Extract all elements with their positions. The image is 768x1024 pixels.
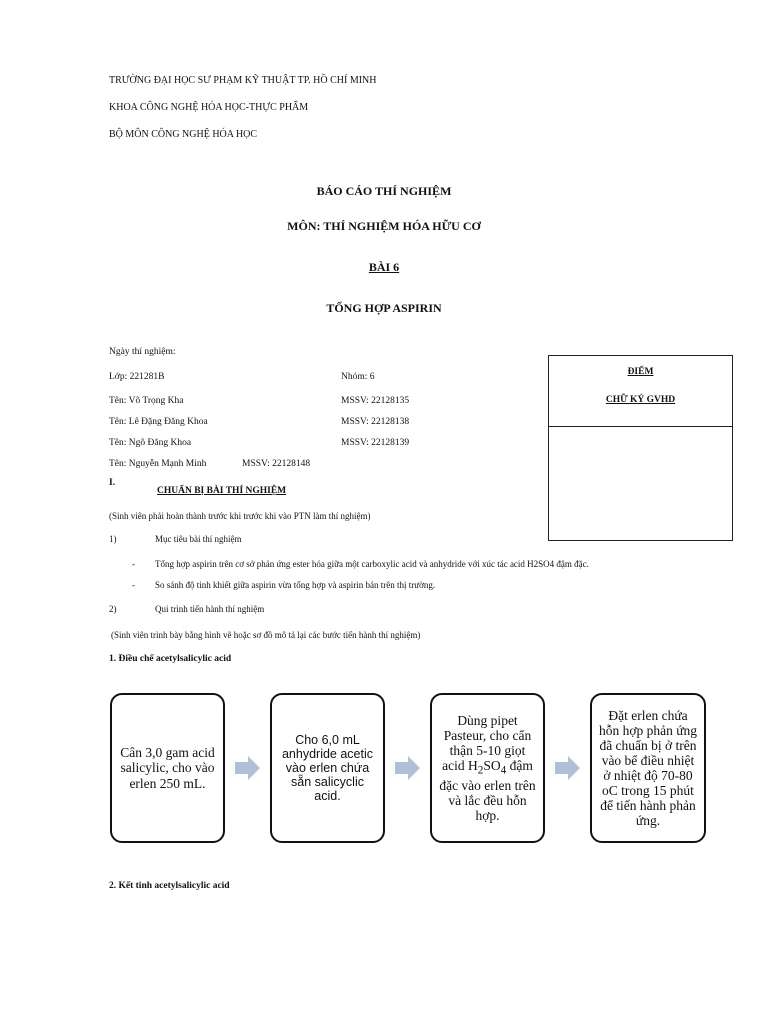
flow-box-3-text-b: SO	[483, 758, 501, 774]
section-note: (Sinh viên phải hoàn thành trước khi trước khi vào PTN làm thí nghiệm)	[109, 511, 371, 521]
student-mssv: MSSV: 22128138	[341, 417, 410, 427]
student-name: Tên: Võ Trọng Kha	[109, 396, 184, 406]
item-title: Qui trình tiến hành thí nghiệm	[155, 604, 265, 614]
class-line	[109, 372, 164, 382]
date-label: Ngày thí nghiệm:	[109, 347, 176, 357]
score-box-divider	[549, 426, 732, 427]
report-title: BÁO CÁO THÍ NGHIỆM	[316, 184, 452, 198]
lesson-title: BÀI 6	[368, 260, 400, 274]
flow-box-3-sub: 4	[500, 765, 507, 778]
department-name: BỘ MÔN CÔNG NGHỆ HÓA HỌC	[109, 129, 258, 140]
section-note: (Sinh viên trình bày bằng hình vẽ hoặc sơ đồ mô tả lại các bước tiến hành thí nghiệm)	[111, 630, 421, 640]
bullet-mark: -	[132, 559, 135, 569]
flow-box-3-sub: 2	[477, 765, 484, 778]
signature-label: CHỮ KÝ GVHD	[605, 395, 676, 405]
arrow-right-icon	[235, 755, 261, 781]
score-signature-box	[548, 355, 733, 541]
bullet-text: Tổng hợp aspirin trên cơ sở phản ứng ester hóa giữa một carboxylic acid và anhydride với xúc tác acid H2SO4 đậm đặc.	[155, 559, 589, 569]
flow-box-2	[270, 693, 385, 843]
faculty-name: KHOA CÔNG NGHỆ HÓA HỌC-THỰC PHẨM	[109, 102, 309, 113]
student-mssv: MSSV: 22128135	[341, 396, 410, 406]
item-number: 2)	[109, 604, 117, 614]
flow-box-4-text: Đặt erlen chứa hỗn hợp phản ứng đã chuẩn bị ở trên vào bể điều nhiệt ở nhiệt độ 70-80 oC trong 15 phút để tiến hành phản ứng.	[598, 707, 698, 829]
score-label: ĐIỂM	[627, 367, 654, 377]
section-number: I.	[109, 478, 116, 488]
flow-box-3-text-a: Dùng pipet Pasteur, cho cẩn thận 5-10 giọt acid H	[442, 713, 532, 774]
university-name: TRƯỜNG ĐẠI HỌC SƯ PHẠM KỸ THUẬT TP. HỒ CHÍ MINH	[109, 75, 377, 86]
student-name: Tên: Lê Đặng Đăng Khoa	[109, 417, 208, 427]
step1-heading: 1. Điều chế acetylsalicylic acid	[109, 654, 232, 664]
student-name: Tên: Nguyễn Mạnh Minh	[109, 459, 207, 469]
flow-box-1	[110, 693, 225, 843]
item-title: Mục tiêu bài thí nghiệm	[155, 534, 242, 544]
bullet-mark: -	[132, 580, 135, 590]
subject-title: MÔN: THÍ NGHIỆM HÓA HỮU CƠ	[287, 219, 481, 233]
bullet-text: So sánh độ tinh khiết giữa aspirin vừa tổng hợp và aspirin bán trên thị trường.	[155, 580, 436, 590]
step2-heading: 2. Kết tinh acetylsalicylic acid	[109, 881, 230, 891]
arrow-shape	[395, 756, 420, 780]
topic-title: TỔNG HỢP ASPIRIN	[326, 301, 442, 315]
section-heading: CHUẨN BỊ BÀI THÍ NGHIỆM	[157, 486, 287, 496]
student-mssv: MSSV: 22128148	[242, 459, 311, 469]
student-mssv: MSSV: 22128139	[341, 438, 410, 448]
flow-box-3-text-c: đậm đặc vào erlen trên và lắc đều hỗn hợp.	[439, 758, 536, 823]
flow-box-3	[430, 693, 545, 843]
flow-box-4	[590, 693, 706, 843]
arrow-shape	[555, 756, 580, 780]
arrow-right-icon	[555, 755, 581, 781]
class-value: 221281B	[129, 372, 165, 382]
item-number: 1)	[109, 534, 117, 544]
flow-box-2-text: Cho 6,0 mL anhydride acetic vào erlen chứa sẵn salicyclic acid.	[281, 733, 374, 803]
arrow-shape	[235, 756, 260, 780]
student-name: Tên: Ngô Đăng Khoa	[109, 438, 192, 448]
flow-box-3-text	[438, 713, 537, 823]
group-label: Nhóm: 6	[341, 372, 375, 382]
arrow-right-icon	[395, 755, 421, 781]
class-label: Lớp:	[109, 372, 130, 382]
flow-box-1-text: Cân 3,0 gam acid salicylic, cho vào erlen 250 mL.	[120, 745, 215, 791]
